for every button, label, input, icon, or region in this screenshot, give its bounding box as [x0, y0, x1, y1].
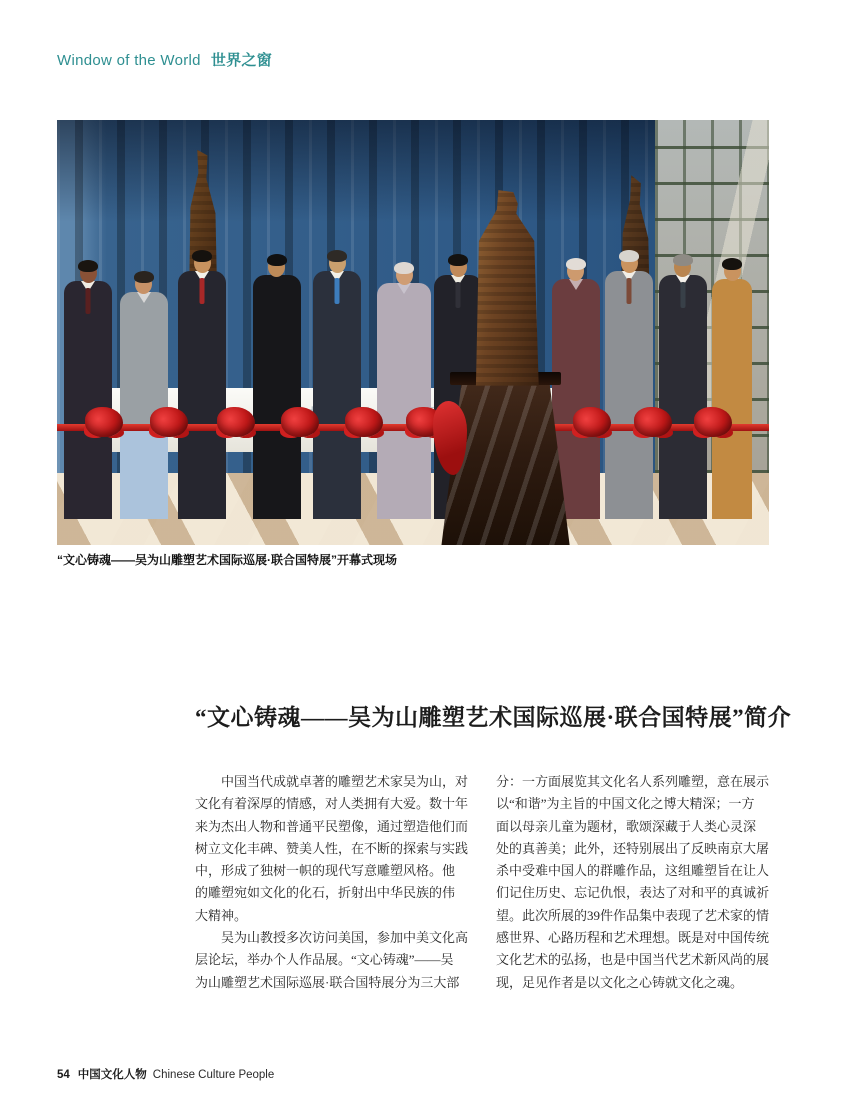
body-line: 中，形成了独树一帜的现代写意雕塑风格。他: [195, 863, 456, 879]
section-title-zh: 世界之窗: [210, 52, 273, 69]
magazine-name-zh: 中国文化人物: [77, 1069, 147, 1081]
person-body: [377, 283, 431, 519]
person-figure: [64, 260, 112, 528]
body-line: 分：一方面展览其文化名人系列雕塑，意在展示: [496, 774, 770, 789]
person-tie: [86, 288, 91, 314]
body-line: 吴为山教授多次访问美国，参加中美文化高: [221, 930, 469, 946]
person-hair: [448, 254, 468, 266]
body-line: 为山雕塑艺术国际巡展·联合国特展分为三大部: [195, 974, 460, 990]
person-tie: [680, 282, 685, 308]
ribbon-rosette: [573, 407, 611, 437]
person-hair: [394, 262, 414, 274]
person-hair: [673, 254, 693, 266]
person-tie: [627, 278, 632, 304]
article-title: “文心铸魂——吴为山雕塑艺术国际巡展·联合国特展”简介: [195, 705, 792, 730]
section-title-en: Window of the World: [57, 52, 201, 69]
section-header: [57, 49, 272, 70]
text-column-right: [496, 771, 769, 994]
body-line: 现，足见作者是以文化之心铸就文化之魂。: [496, 974, 744, 990]
article-body: [195, 771, 769, 994]
body-line: 来为杰出人物和普通平民塑像，通过塑造他们而: [195, 818, 469, 834]
person-tie: [456, 282, 461, 308]
body-line: 以“和谐”为主旨的中国文化之博大精深；一方: [496, 796, 755, 812]
person-figure: [377, 262, 431, 528]
body-line: 望。此次所展的39件作品集中表现了艺术家的情: [496, 907, 770, 923]
person-figure: [178, 250, 226, 528]
person-figure: [120, 271, 168, 528]
person-hair: [327, 250, 347, 262]
person-body: [64, 281, 112, 519]
person-hair: [267, 254, 287, 266]
page-footer: [57, 1066, 274, 1082]
person-figure: [659, 254, 707, 528]
body-line: 杀中受难中国人的群雕作品，这组雕塑旨在让人: [496, 863, 770, 879]
body-line: 感世界、心路历程和艺术理想。既是对中国传统: [496, 930, 770, 946]
body-line: 的雕塑宛如文化的化石，折射出中华民族的伟: [195, 885, 456, 901]
body-line: 层论坛，举办个人作品展。“文心铸魂”——吴: [195, 952, 454, 968]
body-line: 文化有着深厚的情感，对人类拥有大爱。数十年: [195, 796, 469, 812]
ribbon-rosette: [694, 407, 732, 437]
body-line: 树立文化丰碑、赞美人性，在不断的探索与实践: [195, 840, 469, 856]
body-line: 大精神。: [195, 907, 248, 923]
person-tie: [200, 278, 205, 304]
magazine-name-en: Chinese Culture People: [152, 1069, 275, 1081]
person-figure: [712, 258, 752, 528]
person-figure: [253, 254, 301, 528]
person-body: [178, 271, 226, 519]
ribbon-rosette: [150, 407, 188, 437]
text-column-left: [195, 771, 468, 994]
body-line: 文化艺术的弘扬，也是中国当代艺术新风尚的展: [496, 952, 770, 968]
ribbon-rosette: [217, 407, 255, 437]
body-line: 处的真善美；此外，还特别展出了反映南京大屠: [496, 840, 770, 856]
person-body: [253, 275, 301, 519]
person-hair: [134, 271, 154, 283]
person-hair: [192, 250, 212, 262]
person-body: [712, 279, 752, 519]
ceremony-photo: [57, 120, 769, 545]
person-figure: [605, 250, 653, 528]
photo-caption: “文心铸魂——吴为山雕塑艺术国际巡展·联合国特展”开幕式现场: [57, 553, 397, 567]
ribbon-rosette: [345, 407, 383, 437]
person-skirt: [120, 428, 168, 519]
person-tie: [335, 278, 340, 304]
body-line: 面以母亲儿童为题材，歌颂深藏于人类心灵深: [496, 818, 757, 834]
body-line: 们记住历史、忘记仇恨，表达了对和平的真诚祈: [496, 885, 770, 901]
page-number: 54: [57, 1069, 70, 1081]
ribbon-rosette: [85, 407, 123, 437]
body-line: 中国当代成就卓著的雕塑艺术家吴为山，对: [221, 774, 469, 789]
person-hair: [722, 258, 742, 270]
person-body: [120, 292, 168, 519]
ribbon-rosette: [281, 407, 319, 437]
person-body: [659, 275, 707, 519]
person-hair: [78, 260, 98, 272]
person-hair: [619, 250, 639, 262]
person-figure: [313, 250, 361, 528]
person-body: [605, 271, 653, 519]
person-hair: [566, 258, 586, 270]
ribbon-rosette: [634, 407, 672, 437]
person-body: [313, 271, 361, 519]
